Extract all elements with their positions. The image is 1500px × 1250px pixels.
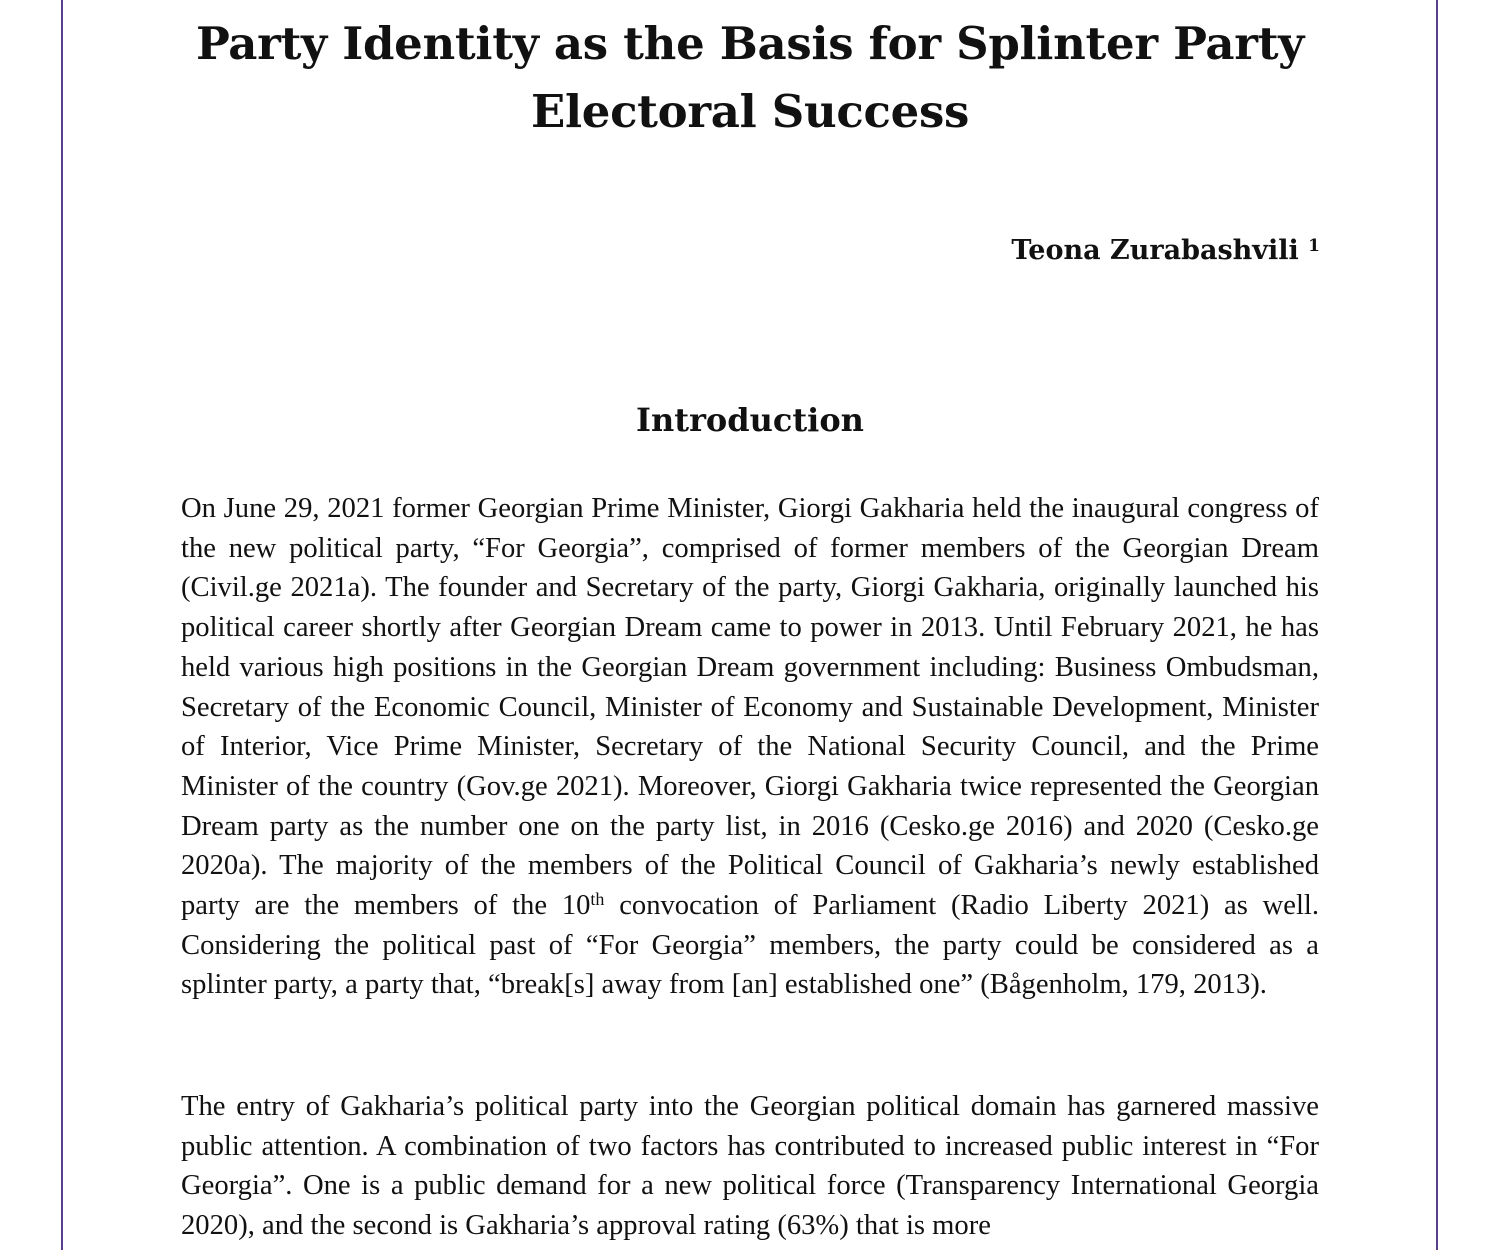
paragraph-2: The entry of Gakharia’s political party into the Georgian political domain has garnered massive public attention. A combination of two factors has contributed to increased public interest in “For Georgia”. One is a public demand for a new political force (Transparency International Georgia 2020), and the second is Gakharia’s approval rating (63%) that is more: [181, 1091, 1319, 1242]
paper-title: Party Identity as the Basis for Splinter Party Electoral Success: [195, 17, 1305, 138]
paragraph-1: [181, 489, 1319, 1005]
paragraph-1-text-b: convocation of Parliament (Radio Liberty 2021) as well. Considering the political past of “For Georgia” members, the party could be considered as a splinter party, a party that, “break[s] away from [an] established one” (Bågenholm, 179, 2013).: [181, 890, 1319, 1001]
page-border-right: [1436, 0, 1438, 1250]
section-heading-introduction: Introduction: [636, 401, 864, 439]
paragraph-1-text-a: On June 29, 2021 former Georgian Prime Minister, Giorgi Gakharia held the inaugural congress of the new political party, “For Georgia”, comprised of former members of the Georgian Dream (Civil.ge 2021a). The founder and Secretary of the party, Giorgi Gakharia, originally launched his political career shortly after Georgian Dream came to power in 2013. Until February 2021, he has held various high positions in the Georgian Dream government including: Business Ombudsman, Secretary of the Economic Council, Minister of Economy and Sustainable Development, Minister of Interior, Vice Prime Minister, Secretary of the National Security Council, and the Prime Minister of the country (Gov.ge 2021). Moreover, Giorgi Gakharia twice represented the Georgian Dream party as the number one on the party list, in 2016 (Cesko.ge 2016) and 2020 (Cesko.ge 2020a). The majority of the members of the Political Council of Gakharia’s newly established party are the members of the 10: [181, 493, 1319, 922]
author-footnote-mark[interactable]: 1: [1308, 236, 1320, 256]
author-name: Teona Zurabashvili: [1011, 235, 1299, 266]
author-line: [1011, 232, 1320, 270]
ordinal-suffix: th: [590, 889, 605, 910]
page-border-left: [61, 0, 63, 1250]
